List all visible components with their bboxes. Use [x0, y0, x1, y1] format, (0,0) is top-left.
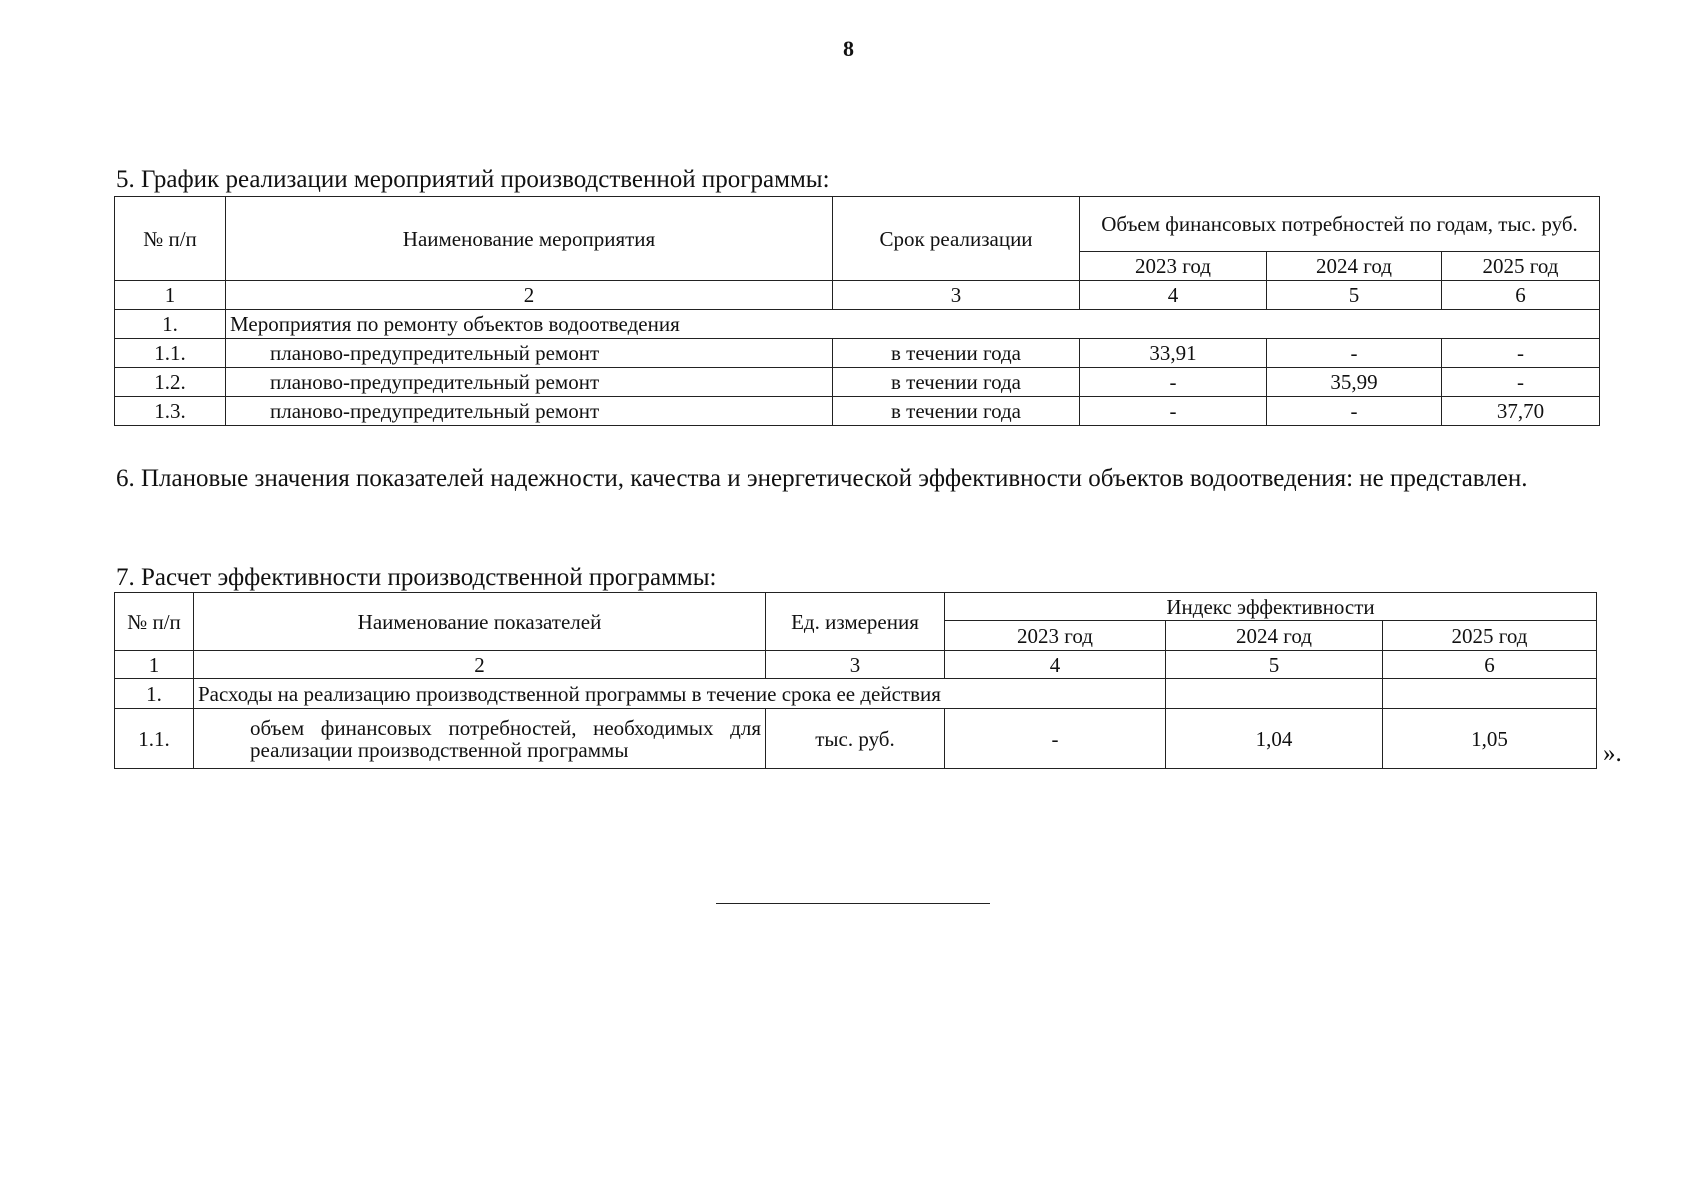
col-number: 1	[115, 281, 226, 310]
row-name: планово-предупредительный ремонт	[226, 339, 833, 368]
row-value-2023: -	[1080, 368, 1267, 397]
header-name: Наименование мероприятия	[226, 197, 833, 281]
col-number: 5	[1267, 281, 1442, 310]
end-rule	[716, 903, 990, 904]
group-name: Мероприятия по ремонту объектов водоотведения	[226, 310, 1600, 339]
header-num: № п/п	[115, 593, 194, 651]
row-value-2025: -	[1442, 339, 1600, 368]
row-unit: тыс. руб.	[766, 709, 945, 769]
column-number-row	[115, 281, 1600, 310]
row-name: планово-предупредительный ремонт	[226, 368, 833, 397]
row-term: в течении года	[833, 368, 1080, 397]
header-volume: Объем финансовых потребностей по годам, тыс. руб.	[1080, 197, 1600, 252]
table-row-group	[115, 310, 1600, 339]
section5-title: 5. График реализации мероприятий производственной программы:	[116, 166, 830, 193]
group-num: 1.	[115, 679, 194, 709]
column-number-row	[115, 651, 1597, 679]
row-term: в течении года	[833, 397, 1080, 426]
row-value-2023: -	[1080, 397, 1267, 426]
table-row-group	[115, 679, 1597, 709]
row-value-2023: -	[945, 709, 1166, 769]
header-year-2025: 2025 год	[1383, 621, 1597, 651]
col-number: 5	[1166, 651, 1383, 679]
col-number: 4	[1080, 281, 1267, 310]
row-value-2024: -	[1267, 339, 1442, 368]
header-year-2024: 2024 год	[1166, 621, 1383, 651]
efficiency-table	[114, 592, 1597, 769]
header-term: Срок реализации	[833, 197, 1080, 281]
closing-quote: ».	[1603, 740, 1622, 767]
section7-title: 7. Расчет эффективности производственной программы:	[116, 564, 717, 591]
row-num: 1.1.	[115, 339, 226, 368]
row-value-2024: -	[1267, 397, 1442, 426]
header-year-2025: 2025 год	[1442, 252, 1600, 281]
header-num: № п/п	[115, 197, 226, 281]
row-num: 1.1.	[115, 709, 194, 769]
section6-text: 6. Плановые значения показателей надежности, качества и энергетической эффективности объектов водоотведения: не представлен.	[116, 465, 1528, 492]
empty-cell	[1383, 679, 1597, 709]
table-row	[115, 397, 1600, 426]
row-value-2023: 33,91	[1080, 339, 1267, 368]
header-year-2023: 2023 год	[1080, 252, 1267, 281]
header-year-2024: 2024 год	[1267, 252, 1442, 281]
col-number: 3	[833, 281, 1080, 310]
group-name: Расходы на реализацию производственной программы в течение срока ее действия	[194, 679, 1166, 709]
table-row	[115, 709, 1597, 769]
row-value-2025: 37,70	[1442, 397, 1600, 426]
schedule-table	[114, 196, 1600, 426]
col-number: 3	[766, 651, 945, 679]
group-num: 1.	[115, 310, 226, 339]
row-value-2025: 1,05	[1383, 709, 1597, 769]
table-row	[115, 368, 1600, 397]
row-num: 1.2.	[115, 368, 226, 397]
row-value-2024: 1,04	[1166, 709, 1383, 769]
table-row	[115, 339, 1600, 368]
col-number: 6	[1383, 651, 1597, 679]
row-value-2024: 35,99	[1267, 368, 1442, 397]
row-num: 1.3.	[115, 397, 226, 426]
col-number: 2	[226, 281, 833, 310]
header-unit: Ед. измерения	[766, 593, 945, 651]
col-number: 6	[1442, 281, 1600, 310]
header-index: Индекс эффективности	[945, 593, 1597, 621]
col-number: 1	[115, 651, 194, 679]
row-name: объем финансовых потребностей, необходимых для реализации производственной программы	[194, 709, 766, 769]
header-year-2023: 2023 год	[945, 621, 1166, 651]
row-name: планово-предупредительный ремонт	[226, 397, 833, 426]
col-number: 4	[945, 651, 1166, 679]
row-term: в течении года	[833, 339, 1080, 368]
header-name: Наименование показателей	[194, 593, 766, 651]
page-number: 8	[843, 36, 854, 61]
row-value-2025: -	[1442, 368, 1600, 397]
col-number: 2	[194, 651, 766, 679]
empty-cell	[1166, 679, 1383, 709]
